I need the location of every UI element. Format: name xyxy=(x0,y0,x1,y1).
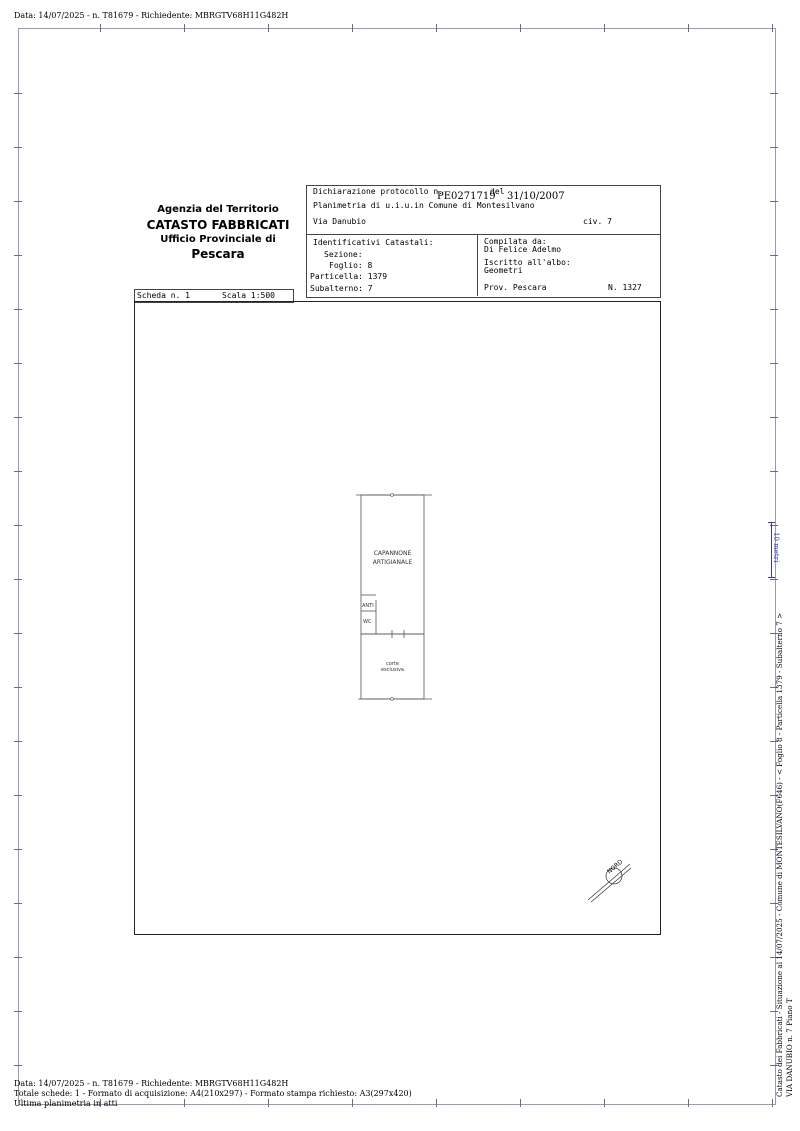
frame-tick xyxy=(436,24,437,32)
agency-name: Agenzia del Territorio xyxy=(157,204,279,215)
artigianale-label: ARTIGIANALE xyxy=(372,559,413,566)
frame-tick xyxy=(14,201,22,202)
protocol-date: 31/10/2007 xyxy=(507,191,565,202)
header-vertical-divider xyxy=(477,234,478,296)
frame-tick xyxy=(770,93,778,94)
frame-tick xyxy=(14,255,22,256)
ufficio-label: Ufficio Provinciale di xyxy=(160,234,276,245)
frame-tick xyxy=(352,24,353,32)
sezione: Sezione: xyxy=(324,250,363,259)
frame-tick xyxy=(770,579,778,580)
foglio: Foglio: 8 xyxy=(329,261,373,270)
wc-label: WC xyxy=(363,619,372,625)
frame-tick xyxy=(352,1099,353,1107)
frame-tick xyxy=(520,24,521,32)
frame-tick xyxy=(436,1099,437,1107)
frame-tick xyxy=(14,795,22,796)
frame-tick xyxy=(14,417,22,418)
scale-bar-cap-top xyxy=(768,522,775,523)
footer-format-line: Totale schede: 1 - Formato di acquisizione: A4(210x297) - Formato stampa richiesto: A3(297x420) xyxy=(14,1089,412,1098)
frame-tick xyxy=(14,1065,22,1066)
protocol-label: Dichiarazione protocollo n. xyxy=(313,187,444,196)
frame-tick xyxy=(688,1099,689,1107)
frame-tick xyxy=(14,741,22,742)
frame-tick xyxy=(772,1099,773,1107)
frame-tick xyxy=(184,24,185,32)
anti-label: ANTI xyxy=(362,603,374,609)
frame-tick xyxy=(688,24,689,32)
frame-tick xyxy=(14,957,22,958)
frame-tick xyxy=(770,255,778,256)
frame-tick xyxy=(520,1099,521,1107)
frame-tick xyxy=(100,24,101,32)
frame-tick xyxy=(14,309,22,310)
scheda-label: Scheda n. 1 xyxy=(137,291,190,300)
subalterno: Subalterno: 7 xyxy=(310,284,373,293)
frame-tick xyxy=(604,1099,605,1107)
nord-label: NORD xyxy=(606,858,625,876)
civic-number: civ. 7 xyxy=(583,217,612,226)
capannone-label: CAPANNONE xyxy=(373,550,412,557)
frame-tick xyxy=(770,417,778,418)
frame-tick xyxy=(770,471,778,472)
scale-bar-label: 10 metri xyxy=(772,532,780,563)
identificativi-title: Identificativi Catastali: xyxy=(313,238,434,247)
frame-tick xyxy=(770,147,778,148)
frame-tick xyxy=(14,93,22,94)
footer-last-plan: Ultima planimetria in atti xyxy=(14,1099,118,1108)
frame-tick xyxy=(772,24,773,32)
frame-tick xyxy=(14,633,22,634)
top-request-line: Data: 14/07/2025 - n. T81679 - Richiedente: MBRGTV68H11G482H xyxy=(14,11,289,20)
albo-number: N. 1327 xyxy=(608,283,642,292)
frame-tick xyxy=(770,363,778,364)
frame-tick xyxy=(14,525,22,526)
scala-label: Scala 1:500 xyxy=(222,291,275,300)
iscritto-label: Iscritto all'albo: xyxy=(484,258,571,267)
side-caption: Catasto dei Fabbricati - Situazione al 14/07/2025 - Comune di MONTESILVANO(F646) - < Foglio 8 - Particella 1379 - Subalterno 7 > xyxy=(775,612,784,1097)
planimetria-line: Planimetria di u.i.u.in Comune di Montesilvano xyxy=(313,201,535,210)
frame-tick xyxy=(14,903,22,904)
frame-tick xyxy=(268,1099,269,1107)
frame-tick xyxy=(770,201,778,202)
frame-tick xyxy=(604,24,605,32)
frame-tick xyxy=(268,24,269,32)
frame-tick xyxy=(770,309,778,310)
frame-tick xyxy=(184,1099,185,1107)
scale-bar-cap-bottom xyxy=(768,577,775,578)
albo-value: Geometri xyxy=(484,266,523,275)
frame-tick xyxy=(14,363,22,364)
address: Via Danubio xyxy=(313,217,366,226)
frame-tick xyxy=(14,147,22,148)
compilata-name: Di Felice Adelmo xyxy=(484,245,562,254)
del-label: del xyxy=(490,187,505,196)
header-divider xyxy=(306,234,660,235)
provincia: Prov. Pescara xyxy=(484,283,547,292)
particella: Particella: 1379 xyxy=(310,272,388,281)
footer-request-line: Data: 14/07/2025 - n. T81679 - Richiedente: MBRGTV68H11G482H xyxy=(14,1079,289,1088)
esclusiva-label: esclusiva xyxy=(380,667,404,673)
frame-tick xyxy=(14,471,22,472)
frame-tick xyxy=(14,849,22,850)
catasto-title: CATASTO FABBRICATI xyxy=(146,218,290,232)
compilata-label: Compilata da: xyxy=(484,237,547,246)
ufficio-city: Pescara xyxy=(191,247,245,261)
frame-tick xyxy=(14,687,22,688)
frame-tick xyxy=(14,1011,22,1012)
side-caption-address: VIA DANUBIO n. 7 Piano T xyxy=(785,998,794,1097)
frame-tick xyxy=(14,579,22,580)
corte-label: corte xyxy=(386,661,399,667)
protocol-number: PE0271719 xyxy=(437,191,496,202)
